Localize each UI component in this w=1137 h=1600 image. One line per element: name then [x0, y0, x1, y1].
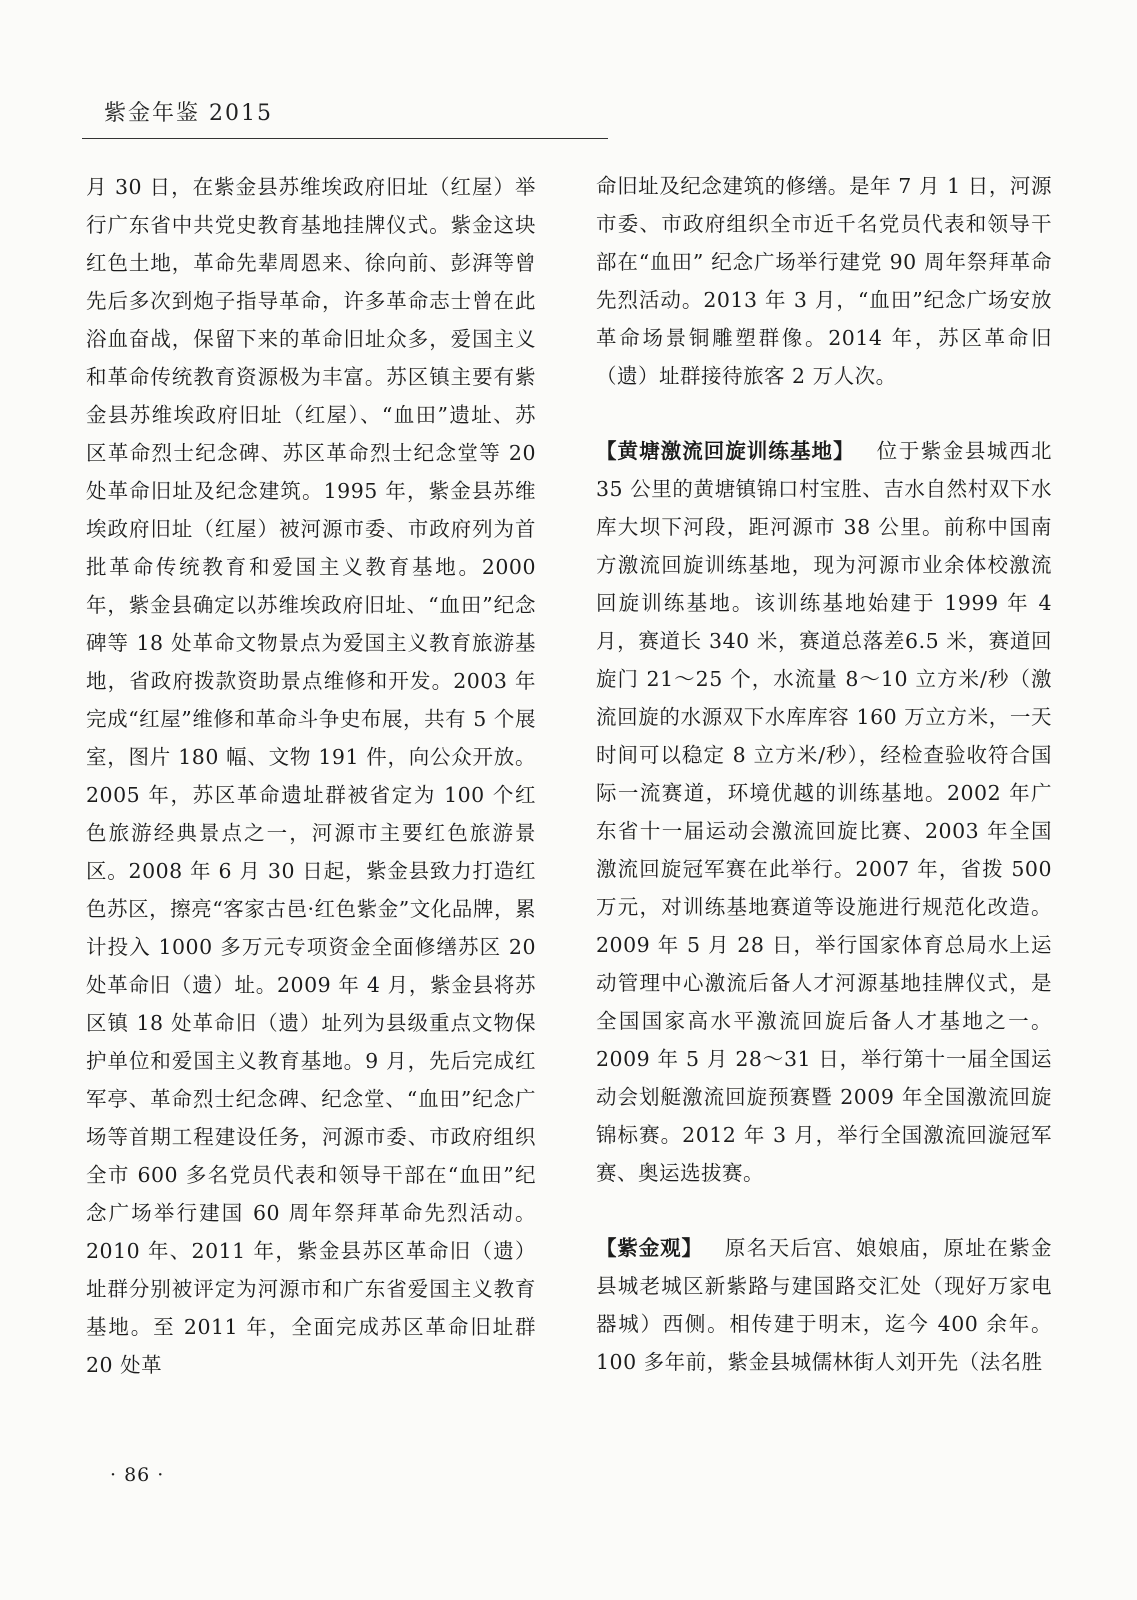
right-column-continuation: 命旧址及纪念建筑的修缮。是年 7 月 1 日，河源市委、市政府组织全市近千名党员代表和领导干部在“血田” 纪念广场举行建党 90 周年祭拜革命先烈活动。2013 年 3 月，“血田”纪念广场安放革命场景铜雕塑群像。2014 年，苏区革命旧（遗）址群接待旅客 2 万人次。 — [596, 174, 1052, 388]
entry-title: 【紫金观】 — [596, 1236, 703, 1260]
left-column — [86, 168, 536, 1384]
entry-body: 原名天后宫、娘娘庙，原址在紫金县城老城区新紫路与建国路交汇处（现好万家电器城）西侧。相传建于明末，迄今 400 余年。100 多年前，紫金县城儒林街人刘开先（法名胜 — [596, 1236, 1053, 1374]
page-number: · 86 · — [110, 1464, 165, 1486]
entry-huangtang — [596, 432, 1052, 1192]
entry-body: 位于紫金县城西北 35 公里的黄塘镇锦口村宝胜、吉水自然村双下水库大坝下河段，距河源市 38 公里。前称中国南方激流回旋训练基地，现为河源市业余体校激流回旋训练基地。该训练基地始建于 1999 年 4 月，赛道长 340 米，赛道总落差6.5 米，赛道回旋门 21～25 个，水流量 8～10 立方米/秒（激流回旋的水源双下水库库容 160 万立方米，一天时间可以稳定 8 立方米/秒），经检查验收符合国际一流赛道，环境优越的训练基地。2002 年广东省十一届运动会激流回旋比赛、2003 年全国激流回旋冠军赛在此举行。2007 年，省拨 500 万元，对训练基地赛道等设施进行规范化改造。2009 年 5 月 28 日，举行国家体育总局水上运动管理中心激流后备人才河源基地挂牌仪式，是全国国家高水平激流回旋后备人才基地之一。2009 年 5 月 28～31 日，举行第十一届全国运动会划艇激流回旋预赛暨 2009 年全国激流回旋锦标赛。2012 年 3 月，举行全国激流回漩冠军赛、奥运选拔赛。 — [596, 439, 1053, 1185]
entry-zijinguan — [596, 1229, 1052, 1381]
right-column — [596, 167, 1052, 1381]
entry-title: 【黄塘激流回旋训练基地】 — [596, 439, 855, 463]
header-rule — [82, 138, 608, 139]
left-column-paragraph: 月 30 日，在紫金县苏维埃政府旧址（红屋）举行广东省中共党史教育基地挂牌仪式。紫金这块红色土地，革命先辈周恩来、徐向前、彭湃等曾先后多次到炮子指导革命，许多革命志士曾在此浴血奋战，保留下来的革命旧址众多，爱国主义和革命传统教育资源极为丰富。苏区镇主要有紫金县苏维埃政府旧址（红屋）、“血田”遗址、苏区革命烈士纪念碑、苏区革命烈士纪念堂等 20 处革命旧址及纪念建筑。1995 年，紫金县苏维埃政府旧址（红屋）被河源市委、市政府列为首批革命传统教育和爱国主义教育基地。2000 年，紫金县确定以苏维埃政府旧址、“血田”纪念碑等 18 处革命文物景点为爱国主义教育旅游基地，省政府拨款资助景点维修和开发。2003 年完成“红屋”维修和革命斗争史布展，共有 5 个展室，图片 180 幅、文物 191 件，向公众开放。2005 年，苏区革命遗址群被省定为 100 个红色旅游经典景点之一，河源市主要红色旅游景区。2008 年 6 月 30 日起，紫金县致力打造红色苏区，擦亮“客家古邑·红色紫金”文化品牌，累计投入 1000 多万元专项资金全面修缮苏区 20 处革命旧（遗）址。2009 年 4 月，紫金县将苏区镇 18 处革命旧（遗）址列为县级重点文物保护单位和爱国主义教育基地。9 月，先后完成红军亭、革命烈士纪念碑、纪念堂、“血田”纪念广场等首期工程建设任务，河源市委、市政府组织全市 600 多名党员代表和领导干部在“血田”纪念广场举行建国 60 周年祭拜革命先烈活动。2010 年、2011 年，紫金县苏区革命旧（遗）址群分别被评定为河源市和广东省爱国主义教育基地。至 2011 年，全面完成苏区革命旧址群 20 处革 — [86, 175, 536, 1377]
running-header: 紫金年鉴 2015 — [104, 101, 273, 126]
